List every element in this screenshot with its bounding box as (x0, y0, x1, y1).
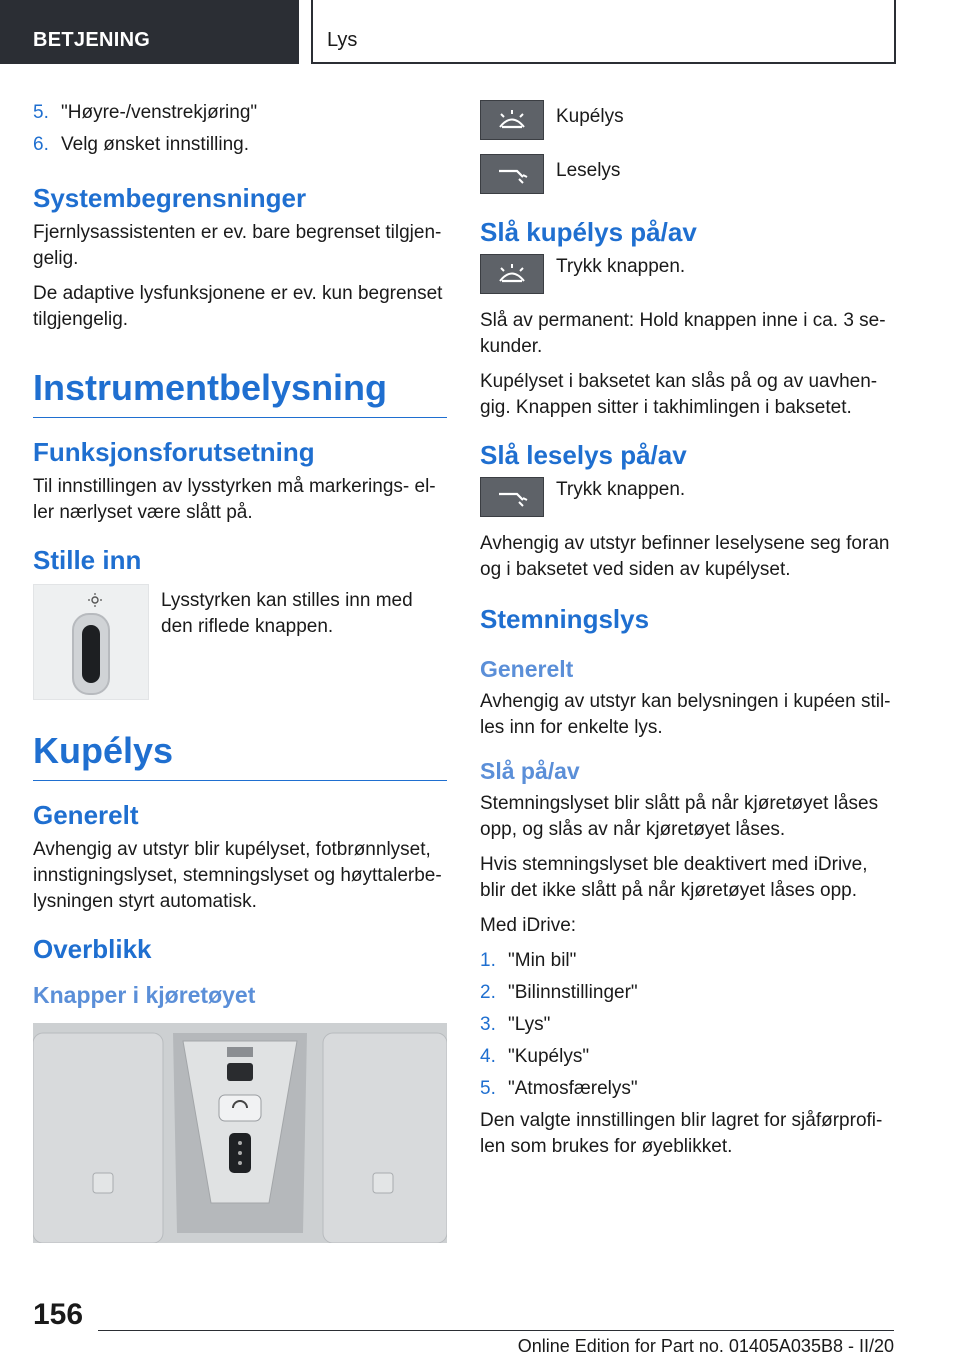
heading-generelt: Generelt (33, 800, 139, 830)
right-column (480, 100, 892, 1169)
list-number: 1. (480, 950, 496, 971)
list-number: 5. (33, 102, 49, 123)
section-title-instrumentbelysning: Instrumentbelysning (33, 367, 447, 418)
paragraph: Kupélyset i baksetet kan slås på og av uavhen‐gig. Knappen sitter i takhimlingen i baksetet. (480, 371, 878, 418)
heading-stille-inn: Stille inn (33, 545, 142, 575)
list-text: "Min bil" (508, 950, 577, 971)
reading-light-icon (480, 154, 544, 194)
header-section-tab (0, 0, 299, 64)
press-button-label: Trykk knappen. (556, 479, 686, 500)
list-text: "Høyre-/venstrekjøring" (61, 102, 258, 123)
knob-description: Lysstyrken kan stilles inn med den riflede knappen. (161, 590, 413, 637)
paragraph: Hvis stemningslyset ble deaktivert med iDrive, blir det ikke slått på når kjøretøyet låses opp. (480, 854, 868, 901)
heading-knapper: Knapper i kjøretøyet (33, 982, 256, 1008)
paragraph: Stemningslyset blir slått på når kjøretøyet låses opp, og slås av når kjøretøyet låses. (480, 793, 879, 840)
heading-stemningslys: Stemningslys (480, 604, 650, 634)
list-item (480, 1012, 892, 1038)
section-title-kupelys: Kupélys (33, 730, 447, 781)
heading-sla-pa-av: Slå på/av (480, 758, 580, 784)
list-item (480, 948, 892, 974)
left-column (33, 100, 447, 1243)
heading-leselys-onoff: Slå leselys på/av (480, 440, 687, 470)
knob-figure-row (33, 584, 447, 700)
paragraph: Til innstillingen av lysstyrken må markerings‐ el‐ler nærlyset være slått på. (33, 476, 436, 523)
paragraph: Avhengig av utstyr kan belysningen i kupéen stil‐les inn for enkelte lys. (480, 691, 891, 738)
footer-edition: Online Edition for Part no. 01405A035B8 - II/20 (517, 1336, 894, 1356)
list-text: "Kupélys" (508, 1046, 590, 1067)
legend-reading-light (480, 154, 892, 194)
paragraph: Den valgte innstillingen blir lagret for sjåførprofi‐len som brukes for øyeblikket. (480, 1110, 883, 1157)
list-number: 6. (33, 134, 49, 155)
list-item (33, 132, 447, 158)
paragraph: Slå av permanent: Hold knappen inne i ca. 3 se‐kunder. (480, 310, 886, 357)
list-number: 3. (480, 1014, 496, 1035)
footer-divider (98, 1330, 894, 1331)
paragraph: Fjernlysassistenten er ev. bare begrenset tilgjen‐gelig. (33, 222, 442, 269)
list-item (480, 980, 892, 1006)
page-number: 156 (33, 1298, 84, 1331)
paragraph: Avhengig av utstyr blir kupélyset, fotbrønnlyset, innstigningslyset, stemningslyset og høyttalerbe‐lysningen styrt automatisk. (33, 839, 442, 912)
press-button-label: Trykk knappen. (556, 256, 686, 277)
press-button-row (480, 254, 892, 294)
header-section-label: BETJENING (33, 29, 151, 51)
brightness-knob-figure (33, 584, 149, 700)
list-text: "Atmosfærelys" (508, 1078, 638, 1099)
heading-kupelys-onoff: Slå kupélys på/av (480, 217, 697, 247)
heading-overblikk: Overblikk (33, 934, 152, 964)
interior-light-icon (480, 254, 544, 294)
paragraph: Avhengig av utstyr befinner leselysene seg foran og i baksetet ved siden av kupélyset. (480, 533, 890, 580)
reading-light-icon (480, 477, 544, 517)
brightness-icon (88, 593, 102, 607)
paragraph: De adaptive lysfunksjonene er ev. kun begrenset tilgjengelig. (33, 283, 443, 330)
list-text: "Lys" (508, 1014, 551, 1035)
knurled-knob (72, 613, 110, 695)
list-item (33, 100, 447, 126)
heading-generelt: Generelt (480, 656, 574, 682)
overhead-console-figure (33, 1023, 447, 1243)
press-button-row (480, 477, 892, 517)
legend-interior-light (480, 100, 892, 140)
heading-funksjonsforutsetning: Funksjonsforutsetning (33, 437, 315, 467)
list-item (480, 1076, 892, 1102)
legend-label: Leselys (556, 160, 621, 181)
steps-list-top (33, 100, 447, 158)
list-number: 5. (480, 1078, 496, 1099)
list-number: 4. (480, 1046, 496, 1067)
header-chapter-label: Lys (327, 29, 358, 51)
legend-label: Kupélys (556, 106, 624, 127)
heading-systembegrensninger: Systembegrensninger (33, 183, 307, 213)
list-item (480, 1044, 892, 1070)
header-chapter-tab (311, 0, 896, 64)
paragraph: Med iDrive: (480, 915, 577, 936)
interior-light-icon (480, 100, 544, 140)
list-text: Velg ønsket innstilling. (61, 134, 249, 155)
idrive-steps-list (480, 948, 892, 1102)
list-number: 2. (480, 982, 496, 1003)
list-text: "Bilinnstillinger" (508, 982, 638, 1003)
